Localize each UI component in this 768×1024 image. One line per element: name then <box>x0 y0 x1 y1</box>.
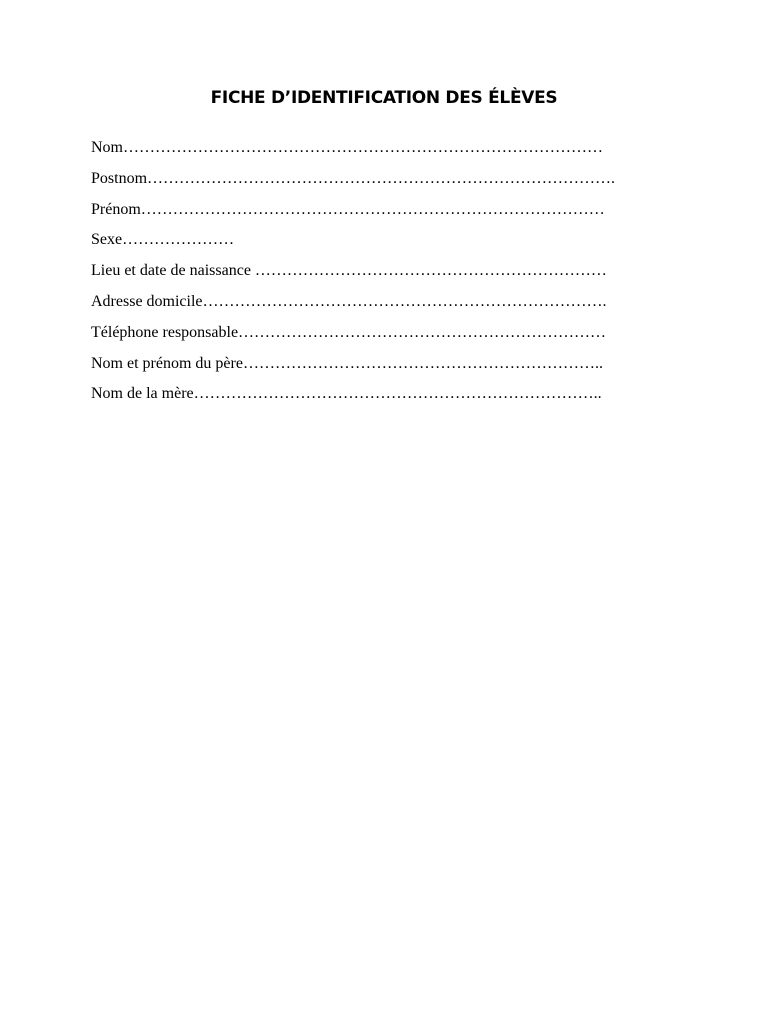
field-lieu-date-naissance: Lieu et date de naissance ………………………………………………………… <box>91 262 607 280</box>
identification-fields <box>91 133 681 410</box>
field-sexe: Sexe………………… <box>91 231 235 249</box>
document-title: FICHE D’IDENTIFICATION DES ÉLÈVES <box>210 88 558 108</box>
field-nom: Nom……………………………………………………………………………… <box>91 139 603 156</box>
field-prenom: Prénom…………………………………………………………………………… <box>91 200 605 218</box>
field-nom-mere: Nom de la mère………………………………………………………………….. <box>91 385 602 403</box>
field-postnom: Postnom……………………………………………………………………………. <box>91 169 616 187</box>
field-adresse-domicile: Adresse domicile…………………………………………………………………. <box>91 292 607 310</box>
field-nom-prenom-pere: Nom et prénom du père………………………………………………………….. <box>91 354 603 372</box>
field-telephone-responsable: Téléphone responsable…………………………………………………………… <box>91 323 607 341</box>
